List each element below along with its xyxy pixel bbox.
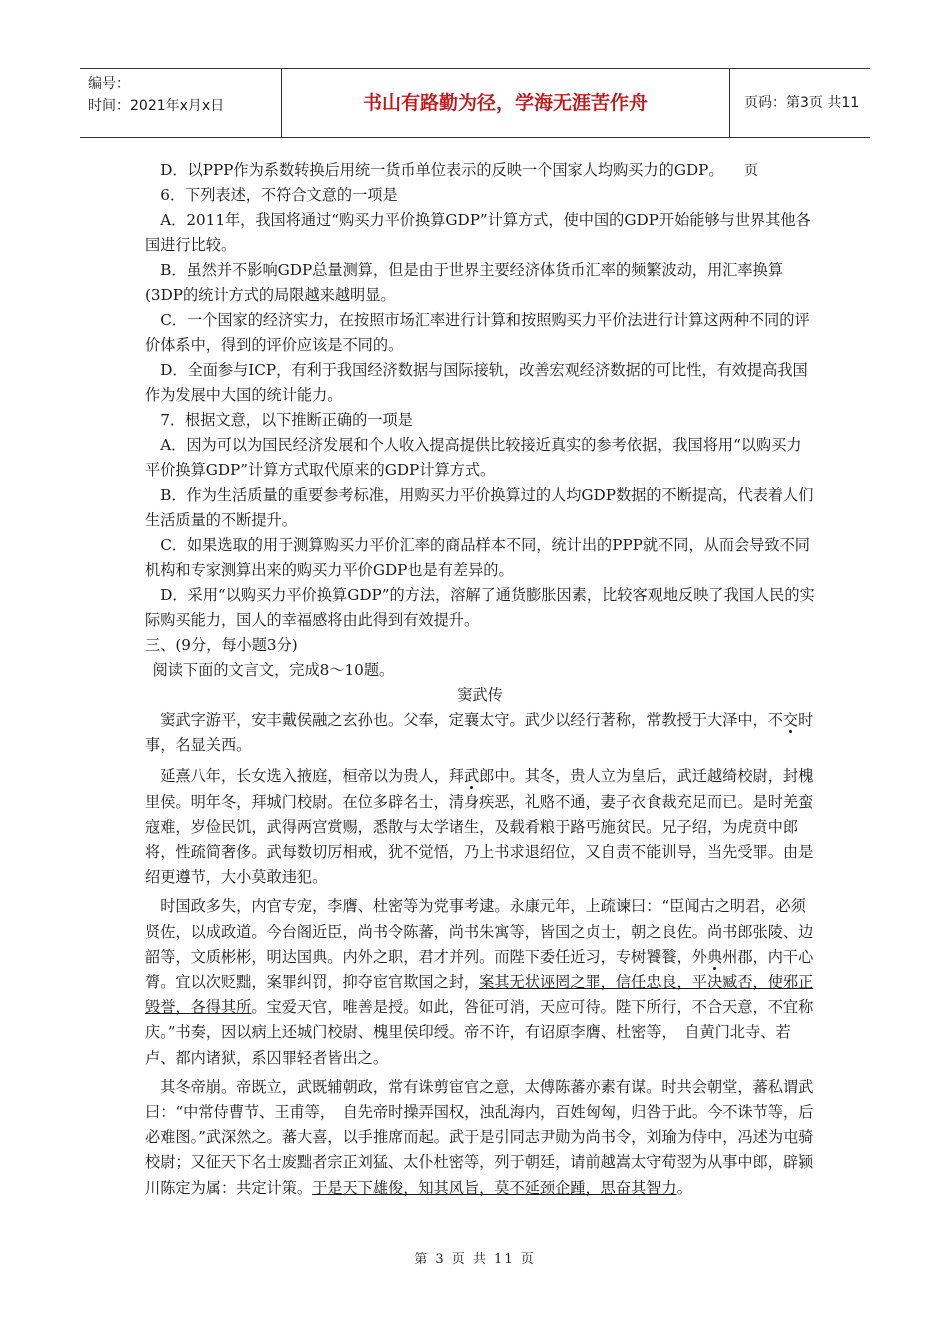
q7-option-b: B．作为生活质量的重要参考标准，用购买力平价换算过的人均GDP数据的不断提高，代表着人们生活质量的不断提升。 <box>145 486 814 529</box>
q6-option-b: B．虽然并不影响GDP总量测算，但是由于世界主要经济体货币汇率的频繁波动，用汇率换算(3DP的统计方式的局限越来越明显。 <box>145 261 784 304</box>
text-run: 郎中。其冬，贵人立为皇后，武迁越绮校尉，封槐里侯。明年冬，拜城门校尉。在位多辟名士，清身疾恶，礼赂不通，妻子衣食裁充足而已。是时羌蛮寇难，岁俭民饥，武得两宫赏赐，悉散与太学诸生，及载肴粮于路丐施贫民。兄子绍，为虎贲中郎将，性疏简奢侈。武每数切厉相戒，犹不觉悟，乃上书求退绍位，又自责不能训导，当先受罪。由是绍更遵节，大小莫敢违犯。 <box>145 767 814 887</box>
text-run: 窦武字游平，安丰戴侯融之玄孙也。父奉，定襄太守。武少以经行著称，常教授于大泽中，不 <box>160 711 783 729</box>
q7-option-d: D．采用“以购买力平价换算GDP”的方法，溶解了通货膨胀因素，比较客观地反映了我国人民的实际购买能力，国人的幸福感将由此得到有效提升。 <box>145 586 815 629</box>
header-motto: 书山有路勤为径，学海无涯苦作舟 <box>282 69 730 137</box>
emphasis-char: 典 <box>706 947 723 966</box>
text-run: 时事，名显关西。 <box>145 711 814 755</box>
section-heading: 三、(9分，每小题3分) <box>145 636 298 654</box>
document-body <box>145 158 815 1201</box>
passage-paragraph-3 <box>145 894 815 1070</box>
reading-instruction: 阅读下面的文言文，完成8～10题。 <box>152 661 395 679</box>
q6-option-c: C．一个国家的经济实力，在按照市场汇率进行计算和按照购买力平价法进行计算这两种不同的评价体系中，得到的评价应该是不同的。 <box>145 311 810 354</box>
header-meta <box>80 69 282 137</box>
emphasis-char: 武 <box>463 767 480 786</box>
underlined-sentence: 案其无状诬罔之罪，信任忠良，平决臧否，使邪正毁誉，各得其所 <box>145 973 814 1017</box>
passage-paragraph-2 <box>145 764 815 890</box>
q6-stem: 6．下列表述，不符合文意的一项是 <box>160 186 398 204</box>
text-run: 延熹八年，长女选入掖庭，桓帝以为贵人，拜 <box>160 767 464 786</box>
text-run: 州郡，内干心膂。宜以次贬黜，案罪纠罚，抑夺宦官欺国之封， <box>145 947 814 992</box>
text-run: 时国政多失，内官专宠，李膺、杜密等为党事考逮。永康元年，上疏谏曰：“臣闻古之明君，必须贤佐，以成政道。今台阁近臣，尚书令陈蕃，尚书朱寓等，皆国之贞士，朝之良佐。尚书郎张陵、边韶等，文质彬彬，明达国典。内外之职，君才并列。而陛下委任近习，专树饕餮，外 <box>145 897 814 966</box>
q7-option-c: C．如果选取的用于测算购买力平价汇率的商品样本不同，统计出的PPP就不同，从而会导致不同机构和专家测算出来的购买力平价GDP也是有差异的。 <box>145 536 810 579</box>
underlined-sentence: 于是天下雄俊，知其风旨，莫不延颈企踵，思奋其智力 <box>312 1178 677 1197</box>
q7-option-a: A．因为可以为国民经济发展和个人收入提高提供比较接近真实的参考依据，我国将用“以购买力平价换算GDP”计算方式取代原来的GDP计算方式。 <box>145 436 802 479</box>
q5-option-d: D．以PPP作为系数转换后用统一货币单位表示的反映一个国家人均购买力的GDP。 <box>160 161 724 179</box>
passage-paragraph-1 <box>145 708 815 758</box>
passage-title: 窦武传 <box>457 686 503 704</box>
serial-label: 编号： <box>88 76 130 92</box>
q6-option-a: A．2011年，我国将通过“购买力平价换算GDP”计算方式，使中国的GDP开始能够与世界其他各国进行比较。 <box>145 211 811 254</box>
emphasis-char: 交 <box>782 711 799 729</box>
header-page-info: 页码：第3页 共11页 <box>744 95 860 179</box>
q7-stem: 7．根据文意，以下推断正确的一项是 <box>160 411 413 429</box>
q6-option-d: D．全面参与ICP，有利于我国经济数据与国际接轨，改善宏观经济数据的可比性，有效提高我国作为发展中大国的统计能力。 <box>145 361 808 404</box>
text-run: 。 <box>676 1178 692 1197</box>
page-footer: 第 3 页 共 11 页 <box>414 1252 536 1267</box>
date-line: 时间：2021年x月x日 <box>88 98 225 114</box>
passage-paragraph-4 <box>145 1075 815 1201</box>
text-run: 其冬帝崩。帝既立，武既辅朝政，常有诛剪宦官之意，太傅陈蕃亦素有谋。时共会朝堂，蕃私谓武曰：“中常侍曹节、王甫等， 自先帝时操弄国权，浊乱海内，百姓匈匈，归咎于此。今不诛节等，后必难图。”武深然之。蕃大喜，以手推席而起。武于是引同志尹勋为尚书令，刘瑜为侍中，冯述为屯骑校尉；又征天下名士废黜者宗正刘猛、太仆杜密等，列于朝廷，请前越嵩太守荀翌为从事中郎，辟颍川陈定为属：共定计策。 <box>145 1077 814 1197</box>
text-run: 。宝爱天官，唯善是授。如此，咎征可消，天应可待。陛下所行，不合天意，不宜称庆。”书奏，因以病上还城门校尉、槐里侯印绶。帝不许，有诏原李膺、杜密等， 自黄门北寺、若卢、都内诸狱，系囚罪轻者皆出之。 <box>145 998 814 1067</box>
